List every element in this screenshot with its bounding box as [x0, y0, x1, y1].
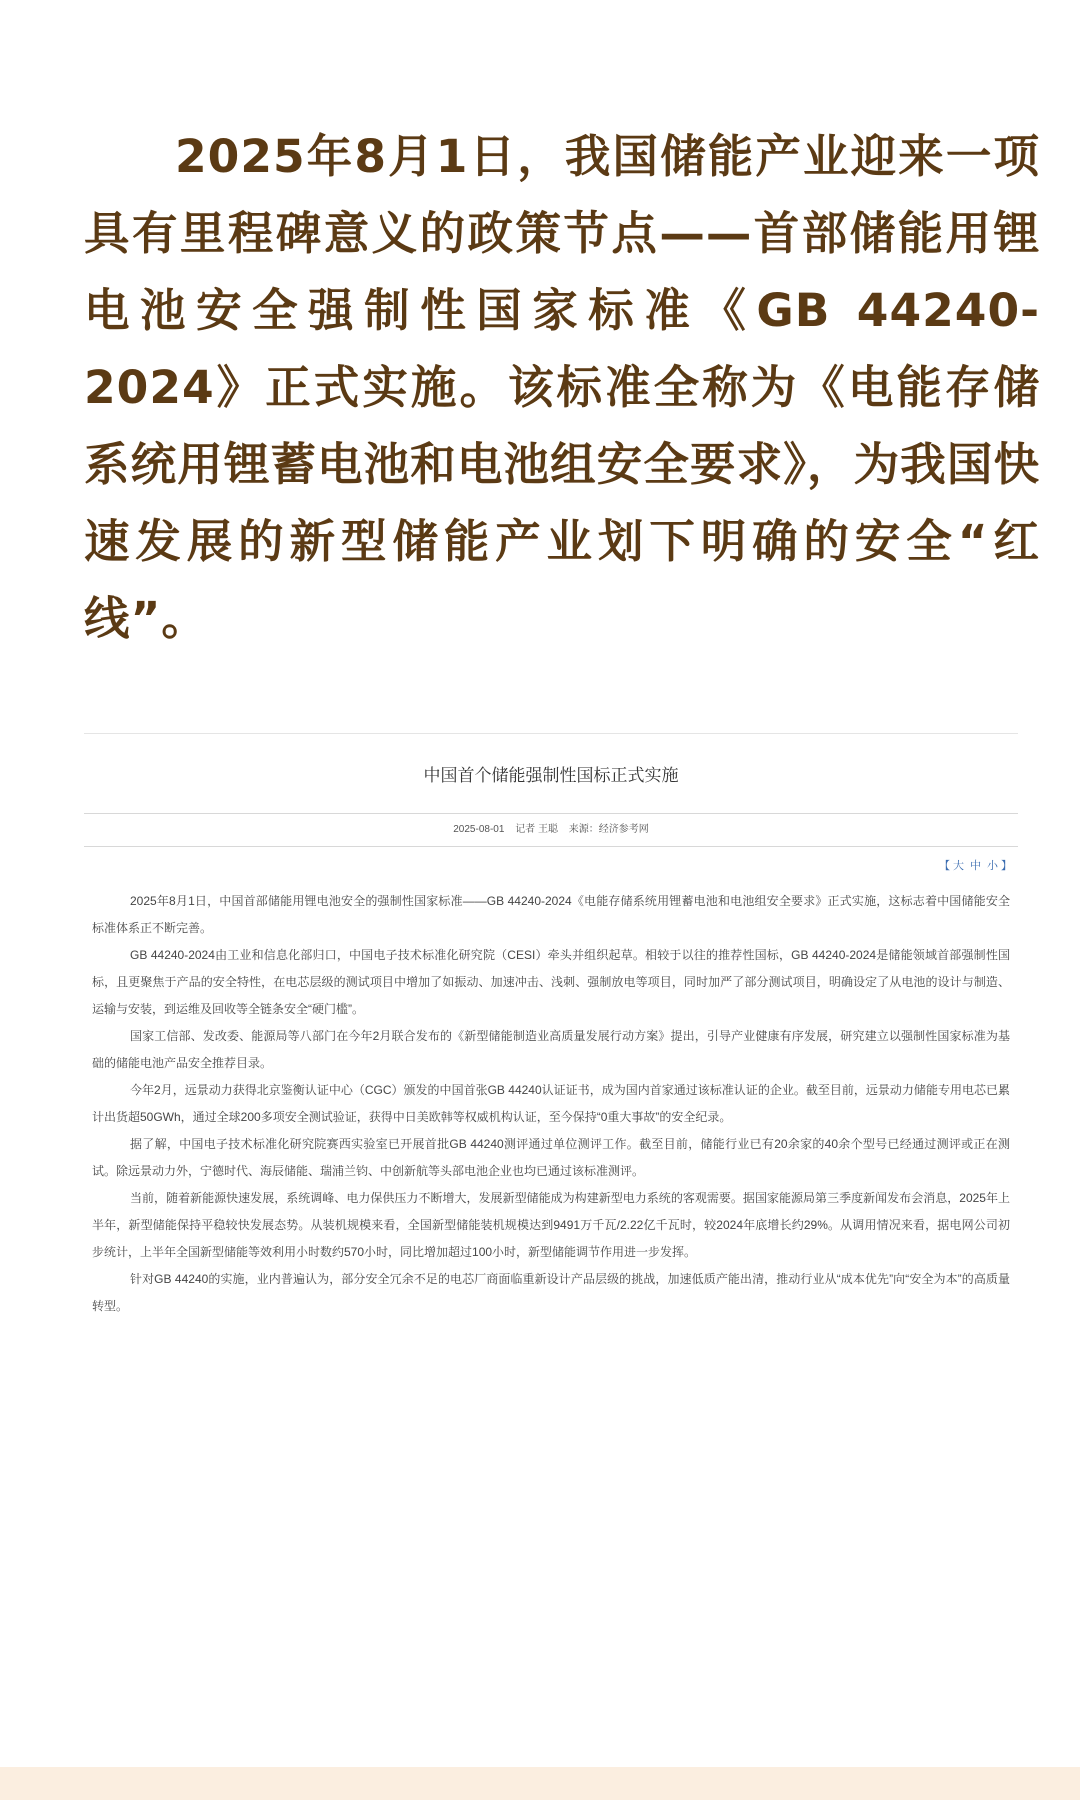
article-paragraph: 据了解，中国电子技术标准化研究院赛西实验室已开展首批GB 44240测评通过单位测评工作。截至目前，储能行业已有20余家的40余个型号已经通过测评或正在测试。除远景动力外，宁德时代、海辰储能、瑞浦兰钧、中创新航等头部电池企业也均已通过该标准测评。	[92, 1137, 1010, 1178]
article-source: 来源：经济参考网	[568, 824, 649, 835]
intro-paragraph: 2025年8月1日，我国储能产业迎来一项具有里程碑意义的政策节点——首部储能用锂电池安全强制性国家标准《GB 44240-2024》正式实施。该标准全称为《电能存储系统用锂蓄电池和电池组安全要求》，为我国快速发展的新型储能产业划下明确的安全“红线”。	[84, 130, 1040, 645]
article-meta	[84, 823, 1018, 837]
article-paragraph: 今年2月，远景动力获得北京鉴衡认证中心（CGC）颁发的中国首张GB 44240认证证书，成为国内首家通过该标准认证的企业。截至目前，远景动力储能专用电芯已累计出货超50GWh，通过全球200多项安全测试验证，获得中日美欧韩等权威机构认证，至今保持“0重大事故”的安全纪录。	[92, 1083, 1010, 1124]
article-paragraph: 2025年8月1日，中国首部储能用锂电池安全的强制性国家标准——GB 44240-2024《电能存储系统用锂蓄电池和电池组安全要求》正式实施，这标志着中国储能安全标准体系正不断完善。	[92, 894, 1010, 935]
article-paragraph: GB 44240-2024由工业和信息化部归口，中国电子技术标准化研究院（CESI）牵头并组织起草。相较于以往的推荐性国标，GB 44240-2024是储能领域首部强制性国标，且更聚焦于产品的安全特性，在电芯层级的测试项目中增加了如振动、加速冲击、浅刺、强制放电等项目，同时加严了部分测试项目，明确设定了从电池的设计与制造、运输与安装，到运维及回收等全链条安全“硬门槛”。	[92, 948, 1010, 1016]
article-paragraph: 当前，随着新能源快速发展，系统调峰、电力保供压力不断增大，发展新型储能成为构建新型电力系统的客观需要。据国家能源局第三季度新闻发布会消息，2025年上半年，新型储能保持平稳较快发展态势。从装机规模来看，全国新型储能装机规模达到9491万千瓦/2.22亿千瓦时，较2024年底增长约29%。从调用情况来看，据电网公司初步统计，上半年全国新型储能等效利用小时数约570小时，同比增加超过100小时，新型储能调节作用进一步发挥。	[92, 1191, 1010, 1259]
font-size-large-button[interactable]: 大	[953, 860, 964, 872]
font-controls-open-bracket: 【	[939, 860, 950, 872]
font-size-small-button[interactable]: 小	[987, 860, 998, 872]
article-title: 中国首个储能强制性国标正式实施	[423, 766, 679, 785]
article-date: 2025-08-01	[453, 824, 505, 835]
article-reporter: 记者 王聪	[515, 824, 558, 835]
font-size-controls	[84, 858, 1018, 874]
font-controls-close-bracket: 】	[1001, 860, 1012, 872]
article-body	[84, 888, 1018, 1320]
bottom-band	[0, 1767, 1080, 1800]
article-screenshot	[84, 733, 1018, 1320]
article-paragraph: 针对GB 44240的实施，业内普遍认为，部分安全冗余不足的电芯厂商面临重新设计产品层级的挑战，加速低质产能出清，推动行业从“成本优先”向“安全为本”的高质量转型。	[92, 1272, 1010, 1313]
meta-divider-bottom	[84, 846, 1018, 847]
article-paragraph: 国家工信部、发改委、能源局等八部门在今年2月联合发布的《新型储能制造业高质量发展行动方案》提出，引导产业健康有序发展，研究建立以强制性国家标准为基础的储能电池产品安全推荐目录。	[92, 1029, 1010, 1070]
meta-divider-top	[84, 813, 1018, 814]
font-size-medium-button[interactable]: 中	[970, 860, 981, 872]
